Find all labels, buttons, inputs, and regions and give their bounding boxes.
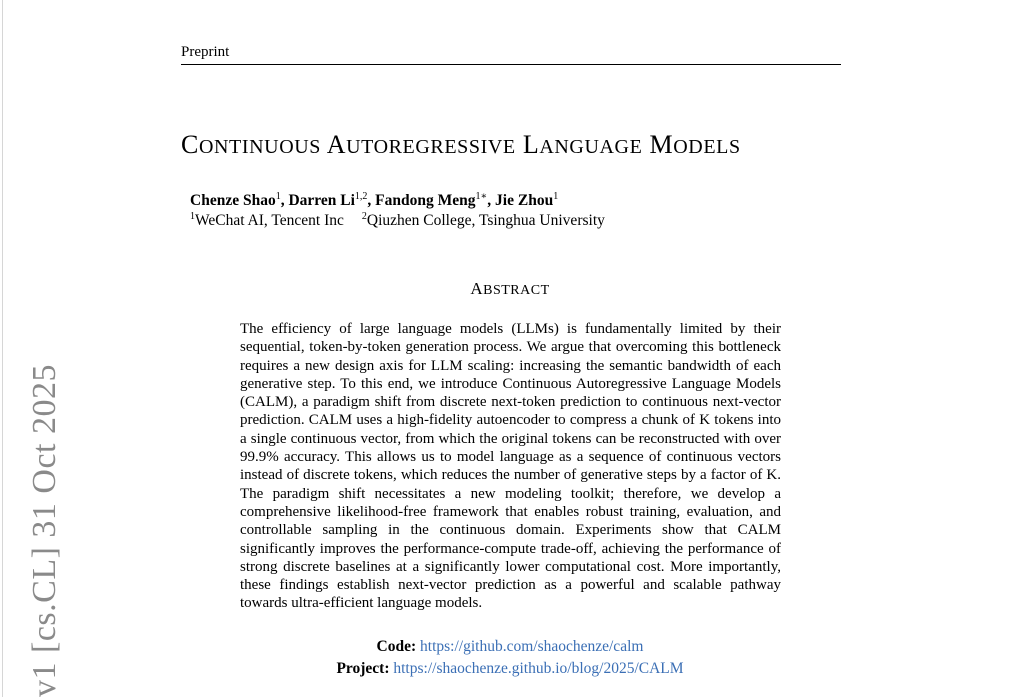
project-label: Project: [336, 660, 390, 677]
author-affil-mark: 1 [275, 191, 281, 202]
title-word: LANGUAGE [522, 130, 643, 159]
affiliation: Qiuzhen College, Tsinghua University [366, 212, 605, 229]
title-word: AUTOREGRESSIVE [326, 130, 516, 159]
author-name: Chenze Shao [190, 192, 276, 209]
code-label: Code: [376, 638, 417, 655]
title-word: MODELS [649, 130, 741, 159]
title-word: CONTINUOUS [181, 130, 322, 159]
project-line [0, 660, 1020, 678]
code-line [0, 638, 1020, 656]
author-affil-mark: 1 [553, 191, 559, 202]
affiliation: WeChat AI, Tencent Inc [195, 212, 344, 229]
header-rule [181, 64, 841, 65]
affil-mark: 2 [361, 211, 367, 222]
author-name: Jie Zhou [495, 192, 554, 209]
page-edge-line [2, 0, 3, 697]
paper-title [181, 130, 881, 160]
abstract-heading: ABSTRACT [470, 279, 550, 298]
project-link[interactable]: https://shaochenze.github.io/blog/2025/CALM [393, 660, 684, 677]
arxiv-sidebar-stamp: v1 [cs.CL] 31 Oct 2025 [26, 363, 63, 697]
author-list: Chenze Shao$^1$, Darren Li$^{1,2}$, Fandong Meng$^{1∗}$, Jie Zhou$^1$ [190, 191, 559, 209]
author-affil-mark: 1,2 [354, 191, 368, 202]
abstract-body: The efficiency of large language models (LLMs) is fundamentally limited by their sequential, token-by-token generation process. We argue that overcoming this bottleneck requires a new design axis for LLM scaling: increasing the semantic bandwidth of each generative step. To this end, we introduce Continuous Autoregressive Language Models (CALM), a paradigm shift from discrete next-token prediction to continuous next-vector prediction. CALM uses a high-fidelity autoencoder to compress a chunk of K tokens into a single continuous vector, from which the original tokens can be reconstructed with over 99.9% accuracy. This allows us to model language as a sequence of continuous vectors instead of discrete tokens, which reduces the number of generative steps by a factor of K. The paradigm shift necessitates a new modeling toolkit; therefore, we develop a comprehensive likelihood-free framework that enables robust training, evaluation, and controllable sampling in the continuous domain. Experiments show that CALM significantly improves the performance-compute trade-off, achieving the performance of strong discrete baselines at a significantly lower computational cost. More importantly, these findings establish next-vector prediction as a powerful and scalable pathway towards ultra-efficient language models. [240, 321, 781, 612]
code-link[interactable]: https://github.com/shaochenze/calm [420, 638, 644, 655]
author-affil-mark: 1∗ [475, 191, 488, 202]
author-name: Fandong Meng [375, 192, 476, 209]
affiliations [190, 212, 605, 230]
author-name: Darren Li [288, 192, 355, 209]
preprint-header: Preprint [181, 44, 230, 60]
affil-mark: 1 [190, 211, 195, 222]
